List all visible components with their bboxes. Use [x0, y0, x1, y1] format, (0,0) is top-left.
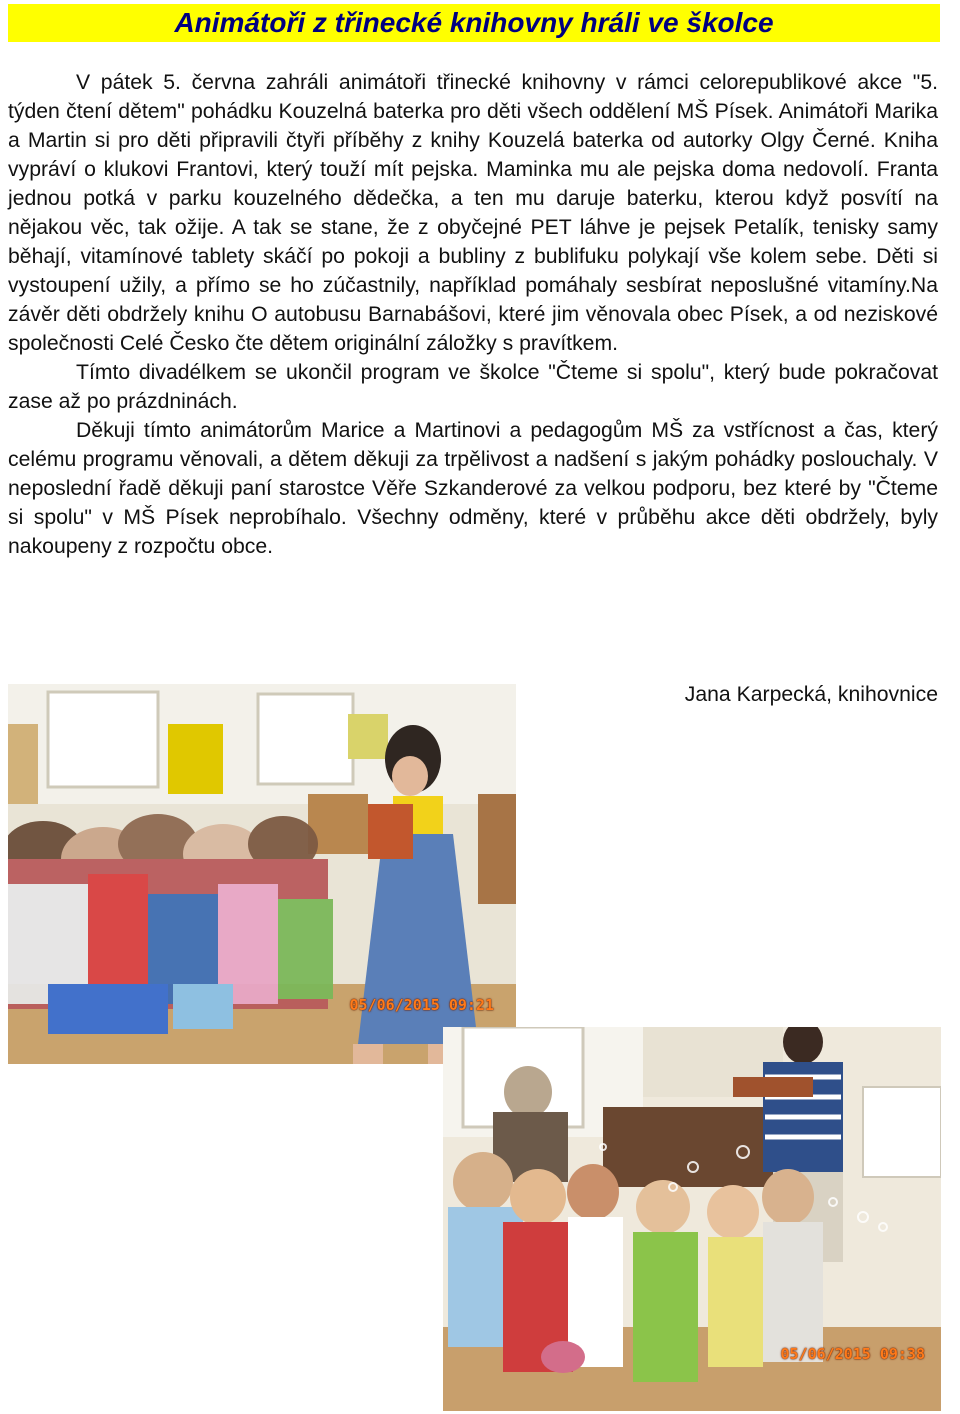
photo-bubbles-timestamp: 05/06/2015 09:38 [780, 1345, 925, 1363]
author-signature: Jana Karpecká, knihovnice [684, 683, 938, 706]
paragraph-intro: V pátek 5. června zahráli animátoři třinecké knihovny v rámci celorepublikové akce "5. týden čtení dětem" pohádku Kouzelná baterka pro děti všech oddělení MŠ Písek. Animátoři Marika a Martin si pro děti připravili čtyři příběhy z knihy Kouzelá baterka od autorky Olgy Černé. Kniha vypráví o klukovi Frantovi, který touží mít pejska. Maminka mu ale pejska doma nedovolí. Franta jednou potká v parku kouzelného dědečka, a ten mu daruje baterku, kterou když posvítí na nějakou věc, tak ožije. A tak se stane, že z obyčejné PET láhve je pejsek Petalík, tenisky samy běhají, vitamínové tablety skáčí po pokoji a bubliny z bublifuku polykají vše kolem sebe. Děti si vystoupení užily, a přímo se ho zúčastnily, například pomáhaly sesbírat neposlušné vitamíny.Na závěr děti obdržely knihu O autobusu Barnabášovi, které jim věnovala obec Písek, a od neziskové společnosti Celé Česko čte dětem originální záložky s pravítkem. [8, 71, 938, 355]
photo-bubbles [443, 1027, 941, 1411]
title-banner [8, 4, 940, 42]
paragraph-thanks: Děkuji tímto animátorům Marice a Martinovi a pedagogům MŠ za vstřícnost a čas, který celému programu věnovali, a dětem děkuji za trpělivost a nadšení s jakým pohádky poslouchaly. V neposlední řadě děkuji paní starostce Věře Szkanderové za velkou podporu, bez které by "Čteme si spolu" v MŠ Písek neprobíhalo. Všechny odměny, které v průběhu akce děti obdržely, byly nakoupeny z rozpočtu obce. [8, 419, 938, 558]
paragraph-program-end: Tímto divadélkem se ukončil program ve školce "Čteme si spolu", který bude pokračovat zase až po prázdninách. [8, 361, 938, 413]
photo-storytelling-timestamp: 05/06/2015 09:21 [349, 996, 494, 1014]
article-body [8, 68, 938, 561]
photo-storytelling [8, 684, 516, 1064]
article-title: Animátoři z třinecké knihovny hráli ve školce [174, 7, 774, 38]
